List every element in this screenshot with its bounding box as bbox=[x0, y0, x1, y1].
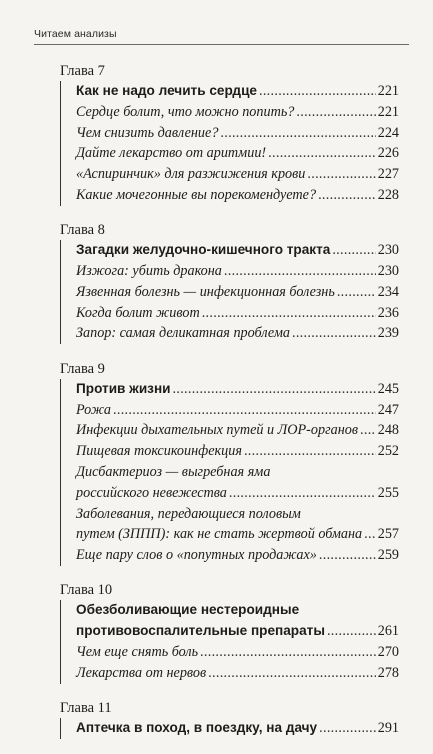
toc-entry-title: Инфекции дыхательных путей и ЛОР-органов bbox=[76, 422, 358, 439]
toc-entry[interactable] bbox=[76, 441, 399, 462]
dot-leader bbox=[360, 420, 376, 441]
toc-entry[interactable] bbox=[76, 545, 399, 566]
toc-entry[interactable] bbox=[76, 261, 399, 282]
dot-leader bbox=[337, 282, 376, 303]
page-number: 255 bbox=[377, 484, 399, 501]
toc-entry[interactable] bbox=[76, 379, 399, 400]
page-number: 248 bbox=[377, 422, 399, 439]
toc-entry-title: путем (ЗППП): как не стать жертвой обмана bbox=[76, 526, 363, 543]
toc-entry-title-line1: Заболевания, передающиеся половым bbox=[76, 505, 301, 522]
page-number: 230 bbox=[377, 263, 399, 280]
toc-entry-title: Против жизни bbox=[76, 380, 171, 396]
dot-leader bbox=[364, 524, 376, 545]
dot-leader bbox=[296, 102, 375, 123]
toc-entry[interactable] bbox=[76, 504, 399, 546]
dot-leader bbox=[292, 323, 376, 344]
toc-entry-title-line1: Дисбактериоз — выгребная яма bbox=[76, 463, 271, 480]
chapter-block bbox=[0, 221, 433, 344]
dot-leader bbox=[229, 483, 376, 504]
dot-leader bbox=[259, 81, 376, 102]
toc-entry-title: Загадки желудочно-кишечного тракта bbox=[76, 242, 331, 258]
chapter-entries bbox=[60, 240, 399, 344]
chapter-label: Глава 9 bbox=[60, 360, 105, 377]
chapter-entries bbox=[60, 81, 399, 206]
dot-leader bbox=[202, 303, 376, 324]
toc-entry-title: Дайте лекарство от аритмии! bbox=[76, 145, 267, 162]
toc-entry[interactable] bbox=[76, 123, 399, 144]
toc-entry[interactable] bbox=[76, 303, 399, 324]
page-number: 221 bbox=[377, 83, 399, 99]
dot-leader bbox=[307, 164, 375, 185]
toc-entry[interactable] bbox=[76, 143, 399, 164]
toc-entry-title: российского невежества bbox=[76, 484, 227, 501]
page-number: 236 bbox=[377, 304, 399, 321]
toc-entry[interactable] bbox=[76, 81, 399, 102]
page-number: 227 bbox=[377, 166, 399, 183]
dot-leader bbox=[244, 441, 376, 462]
page-number: 247 bbox=[377, 401, 399, 418]
chapter-label: Глава 7 bbox=[60, 63, 105, 79]
page-number: 245 bbox=[377, 380, 399, 397]
chapter-block bbox=[0, 360, 433, 566]
dot-leader bbox=[113, 400, 376, 421]
header-rule bbox=[34, 44, 409, 45]
toc-entry-title: Сердце болит, что можно попить? bbox=[76, 103, 295, 120]
toc-entry-title: Как не надо лечить сердце bbox=[76, 83, 257, 98]
toc-entry-title: Запор: самая деликатная проблема bbox=[76, 325, 290, 342]
toc-entry[interactable] bbox=[76, 164, 399, 185]
toc-entry-title: Пищевая токсикоинфекция bbox=[76, 443, 242, 460]
page-number: 261 bbox=[377, 623, 399, 640]
toc-entry[interactable] bbox=[76, 240, 399, 261]
toc-entry-title: «Аспиринчик» для разжижения крови bbox=[76, 166, 306, 183]
toc-entry-title: Изжога: убить дракона bbox=[76, 263, 222, 280]
toc-entry-title: Какие мочегонные вы порекомендуете? bbox=[76, 186, 317, 203]
toc-entry-title: Чем снизить давление? bbox=[76, 124, 219, 141]
dot-leader bbox=[208, 663, 376, 684]
toc-entry-title: Аптечка в поход, в поездку, на дачу bbox=[76, 720, 318, 736]
page-number: 239 bbox=[377, 325, 399, 342]
toc-entry-title: Когда болит живот bbox=[76, 304, 200, 321]
toc-entry-title: Рожа bbox=[76, 401, 111, 418]
page-number: 226 bbox=[377, 145, 399, 162]
toc-entry[interactable] bbox=[76, 400, 399, 421]
toc-entry[interactable] bbox=[76, 185, 399, 206]
dot-leader bbox=[200, 642, 376, 663]
page-number: 278 bbox=[377, 664, 399, 681]
chapter-block bbox=[0, 699, 433, 739]
dot-leader bbox=[332, 240, 375, 261]
dot-leader bbox=[318, 185, 376, 206]
page-number: 252 bbox=[377, 443, 399, 460]
page-number: 228 bbox=[377, 186, 399, 203]
toc-entry[interactable] bbox=[76, 282, 399, 303]
toc-entry[interactable] bbox=[76, 663, 399, 684]
table-of-contents bbox=[0, 62, 433, 754]
chapter-entries bbox=[60, 379, 399, 566]
page-number: 270 bbox=[377, 644, 399, 661]
toc-entry[interactable] bbox=[76, 642, 399, 663]
chapter-block bbox=[0, 62, 433, 206]
page-number: 230 bbox=[377, 242, 399, 259]
toc-entry-title: Чем еще снять боль bbox=[76, 644, 199, 661]
toc-entry-title: Еще пару слов о «попутных продажах» bbox=[76, 547, 317, 564]
toc-entry[interactable] bbox=[76, 102, 399, 123]
chapter-label: Глава 8 bbox=[60, 222, 105, 239]
page-number: 259 bbox=[377, 547, 399, 564]
dot-leader bbox=[319, 718, 376, 739]
dot-leader bbox=[224, 261, 376, 282]
chapter-label: Глава 10 bbox=[60, 582, 113, 599]
chapter-entries bbox=[60, 718, 399, 739]
toc-entry[interactable] bbox=[76, 600, 399, 642]
page-number: 291 bbox=[377, 720, 399, 737]
toc-entry-title: Язвенная болезнь — инфекционная болезнь bbox=[76, 283, 335, 300]
toc-entry-title: противовоспалительные препараты bbox=[76, 623, 325, 639]
toc-entry[interactable] bbox=[76, 323, 399, 344]
running-head: Читаем анализы bbox=[34, 28, 117, 40]
page-number: 234 bbox=[377, 283, 399, 300]
page-number: 224 bbox=[377, 124, 399, 141]
toc-entry[interactable] bbox=[76, 462, 399, 504]
dot-leader bbox=[268, 143, 376, 164]
page-number: 257 bbox=[377, 526, 399, 543]
toc-entry[interactable] bbox=[76, 718, 399, 739]
dot-leader bbox=[220, 123, 375, 144]
chapter-entries bbox=[60, 600, 399, 683]
dot-leader bbox=[173, 379, 376, 400]
toc-entry[interactable] bbox=[76, 420, 399, 441]
toc-entry-title: Лекарства от нервов bbox=[76, 664, 207, 681]
dot-leader bbox=[327, 621, 376, 642]
toc-entry-title-line1: Обезболивающие нестероидные bbox=[76, 602, 300, 618]
page-number: 221 bbox=[377, 103, 399, 120]
chapter-label: Глава 11 bbox=[60, 700, 112, 717]
chapter-block bbox=[0, 581, 433, 683]
dot-leader bbox=[319, 545, 376, 566]
